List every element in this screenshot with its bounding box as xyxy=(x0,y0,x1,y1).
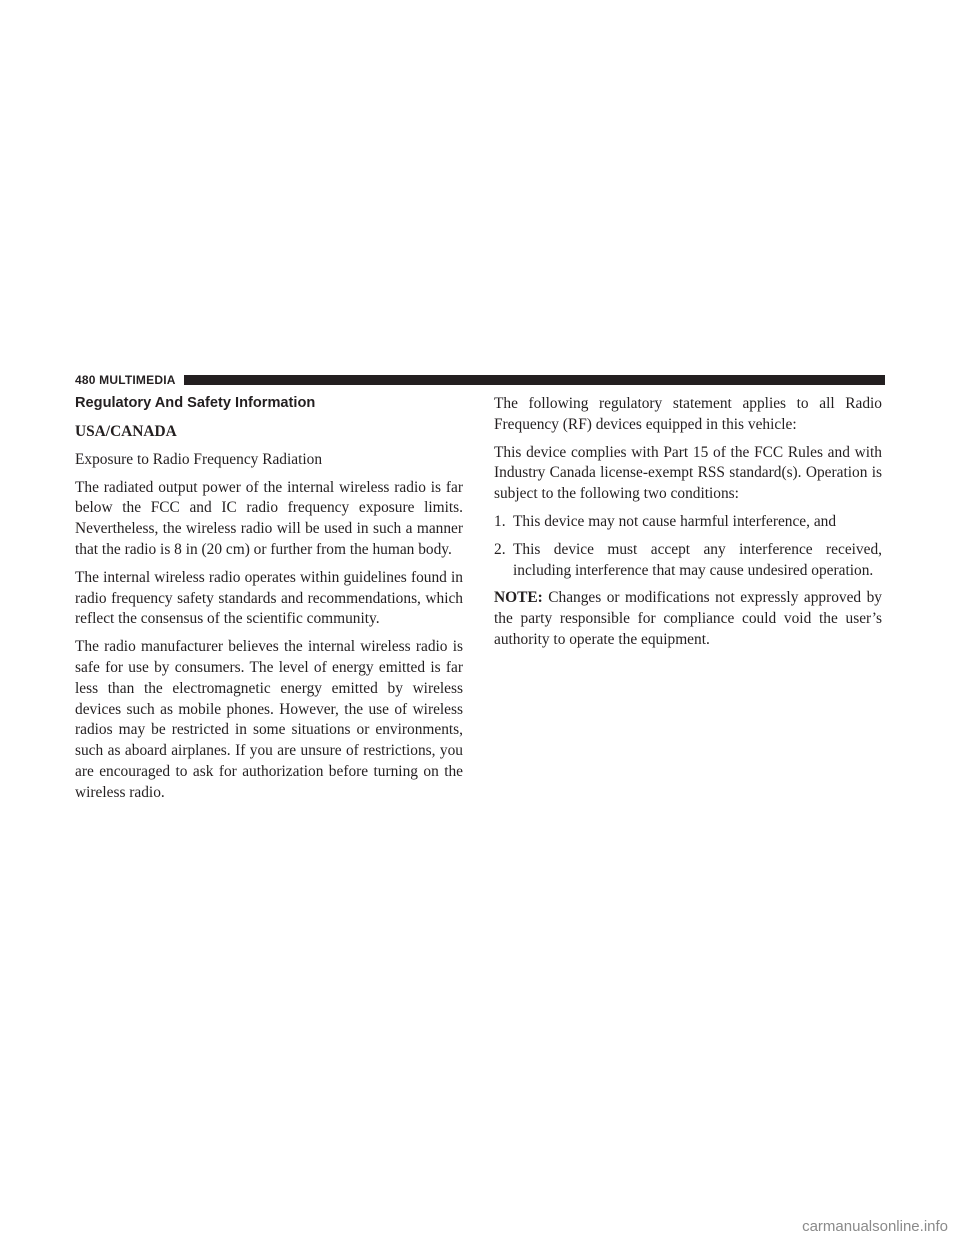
list-item-number: 2. xyxy=(494,540,506,558)
list-item-text: This device must accept any interference received, including interference that may cause undesired operation. xyxy=(513,540,882,579)
paragraph-fcc-compliance: This device complies with Part 15 of the FCC Rules and with Industry Canada license-exempt RSS standard(s). Operation is subject to the following two conditions: xyxy=(494,443,882,503)
list-item xyxy=(494,512,882,533)
header-rule xyxy=(184,375,885,385)
note-paragraph xyxy=(494,588,882,650)
note-label: NOTE: xyxy=(494,589,543,607)
page-number: 480 xyxy=(75,373,96,387)
right-column xyxy=(494,394,882,658)
paragraph-manufacturer: The radio manufacturer believes the internal wireless radio is safe for use by consumers. The level of energy emitted is far less than the electromagnetic energy emitted by wireless devices such as mobile phones. However, the use of wireless radios may be restricted in some situations or environments, such as aboard airplanes. If you are unsure of restrictions, you are encouraged to ask for authorization before turning on the wireless radio. xyxy=(75,638,463,801)
subsection-title: USA/CANADA xyxy=(75,423,177,440)
list-item xyxy=(494,540,882,582)
page-header xyxy=(75,373,885,387)
paragraph-exposure: Exposure to Radio Frequency Radiation xyxy=(75,450,323,468)
paragraph-radiated-output: The radiated output power of the internal wireless radio is far below the FCC and IC radio frequency exposure limits. Nevertheless, the wireless radio will be used in such a manner that the radio is 8 in (20 cm) or further from the human body. xyxy=(75,478,463,558)
section-name: MULTIMEDIA xyxy=(99,373,176,387)
page-header-label xyxy=(75,373,176,387)
paragraph-guidelines: The internal wireless radio operates within guidelines found in radio frequency safety standards and recommendations, which reflect the consensus of the scientific community. xyxy=(75,568,463,628)
left-column xyxy=(75,394,463,811)
watermark: carmanualsonline.info xyxy=(802,1218,948,1235)
list-item-text: This device may not cause harmful interference, and xyxy=(513,512,837,530)
list-item-number: 1. xyxy=(494,512,506,530)
section-title: Regulatory And Safety Information xyxy=(75,395,316,411)
paragraph-regulatory-statement: The following regulatory statement applies to all Radio Frequency (RF) devices equipped in this vehicle: xyxy=(494,395,882,433)
note-text: Changes or modifications not expressly approved by the party responsible for compliance could void the user’s authority to operate the equipment. xyxy=(494,589,882,648)
